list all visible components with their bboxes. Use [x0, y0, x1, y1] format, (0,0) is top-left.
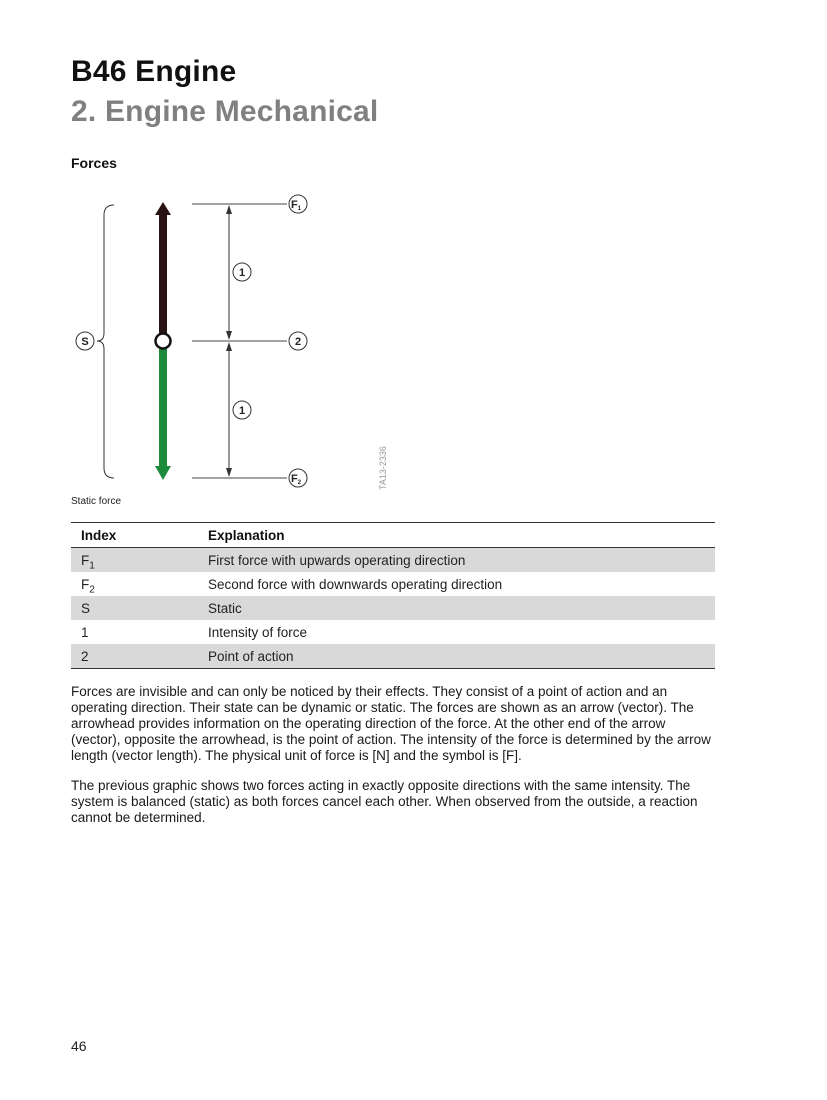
explanation-cell: First force with upwards operating direction — [198, 548, 715, 573]
point-of-action-marker — [156, 334, 171, 349]
upper-dimension-bottom-arrowhead — [226, 331, 232, 340]
index-cell: 1 — [81, 624, 89, 640]
column-header-index: Index — [71, 523, 198, 548]
lower-dimension-bottom-arrowhead — [226, 468, 232, 477]
label-point: 2 — [294, 336, 302, 348]
section-heading: Forces — [71, 155, 117, 171]
body-paragraph-forces: Forces are invisible and can only be noticed by their effects. They consist of a point of action and an operating direction. Their state can be dynamic or static. The forces are shown as an arrow (vector). The arrowhead provides information on the operating direction of the force. At the other end of the arrow (vector), opposite the arrowhead, is the point of action. The intensity of the force is determined by the arrow length (vector length). The physical unit of force is [N] and the symbol is [F]. — [71, 684, 711, 763]
chapter-title: 2. Engine Mechanical — [71, 95, 379, 128]
intensity-label-lower: 1 — [238, 405, 246, 417]
page-number: 46 — [71, 1038, 87, 1054]
document-title: B46 Engine — [71, 55, 237, 88]
explanation-cell: Second force with downwards operating direction — [208, 576, 503, 592]
legend-table-header — [71, 523, 715, 548]
intensity-label-upper: 1 — [238, 267, 246, 279]
label-f2: F2 — [290, 473, 302, 486]
index-cell: S — [71, 596, 198, 620]
label-s: S — [81, 336, 89, 348]
table-row — [71, 548, 715, 573]
index-cell: $F_2$ — [81, 576, 95, 596]
figure-reference-code: TA13-2336 — [378, 446, 388, 490]
downward-force-arrowhead — [155, 466, 171, 480]
static-force-diagram — [66, 190, 406, 495]
body-paragraph-balance: The previous graphic shows two forces acting in exactly opposite directions with the same intensity. The system is balanced (static) as both forces cancel each other. When observed from the outside, a reaction cannot be determined. — [71, 778, 698, 825]
downward-force-arrow-shaft — [159, 349, 167, 467]
lower-dimension-top-arrowhead — [226, 342, 232, 351]
table-row — [71, 572, 715, 596]
figure-caption: Static force — [71, 496, 122, 507]
upward-force-arrow-shaft — [159, 213, 167, 333]
static-bracket — [97, 205, 114, 478]
explanation-cell: Point of action — [198, 644, 715, 669]
upper-dimension-top-arrowhead — [226, 205, 232, 214]
index-cell: 2 — [71, 644, 198, 669]
explanation-cell: Intensity of force — [208, 624, 308, 640]
column-header-explanation: Explanation — [198, 523, 715, 548]
explanation-cell: Static — [198, 596, 715, 620]
upward-force-arrowhead — [155, 202, 171, 215]
legend-table — [71, 522, 715, 669]
table-row — [71, 620, 715, 644]
label-f1: F1 — [290, 199, 302, 212]
table-row — [71, 644, 715, 669]
index-cell: $F_1$ — [71, 548, 198, 573]
table-row — [71, 596, 715, 620]
